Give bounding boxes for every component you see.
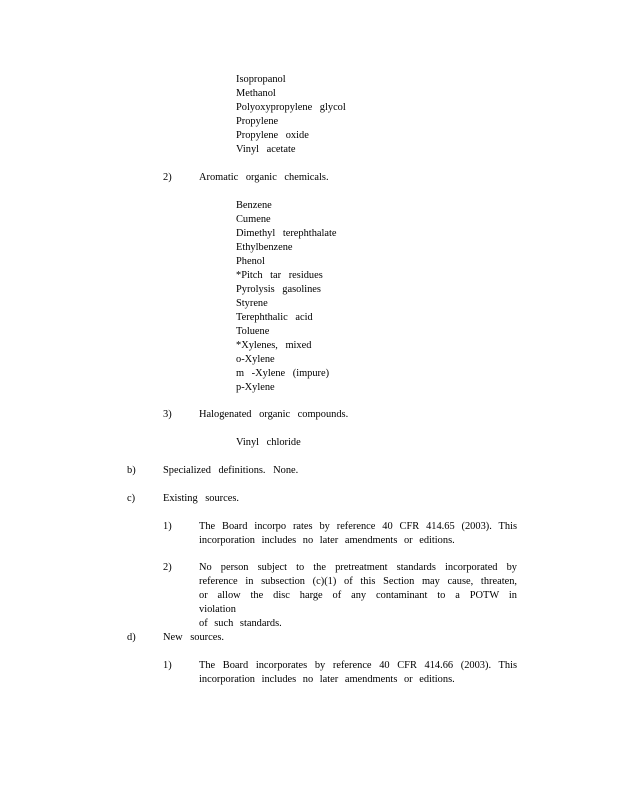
- section-d-text: New sources.: [163, 632, 224, 643]
- chemical-m-xylene: m -Xylene (impure): [236, 368, 330, 379]
- section-c-letter: c): [127, 493, 136, 504]
- paragraph-line: The Board incorpo rates by reference 40 CFR 414.65 (2003). This: [199, 521, 517, 532]
- chemical-phenol: Phenol: [236, 256, 265, 267]
- chemical-benzene: Benzene: [236, 200, 272, 211]
- chemical-polyoxypropylene-glycol: Polyoxypropylene glycol: [236, 102, 346, 113]
- section-d-1-paragraph: [199, 659, 517, 687]
- chemical-dimethyl-terephthalate: Dimethyl terephthalate: [236, 228, 337, 239]
- section-c-2-paragraph: [199, 561, 517, 631]
- paragraph-line: reference in subsection (c)(1) of this Section may cause, threaten,: [199, 576, 517, 587]
- section-c-1-paragraph: [199, 520, 517, 548]
- paragraph-line: incorporation includes no later amendments or editions.: [199, 674, 455, 685]
- chemical-vinyl-chloride: Vinyl chloride: [236, 437, 301, 448]
- chemical-propylene: Propylene: [236, 116, 279, 127]
- chemical-methanol: Methanol: [236, 88, 276, 99]
- item-3-heading: Halogenated organic compounds.: [199, 409, 349, 420]
- section-d-letter: d): [127, 632, 136, 643]
- section-b-text: Specialized definitions. None.: [163, 465, 299, 476]
- chemical-p-xylene: p-Xylene: [236, 382, 275, 393]
- chemical-toluene: Toluene: [236, 326, 270, 337]
- item-2-heading: Aromatic organic chemicals.: [199, 172, 329, 183]
- paragraph-line: The Board incorporates by reference 40 CFR 414.66 (2003). This: [199, 660, 517, 671]
- chemical-pyrolysis-gasolines: Pyrolysis gasolines: [236, 284, 321, 295]
- chemical-xylenes-mixed: *Xylenes, mixed: [236, 340, 312, 351]
- chemical-o-xylene: o-Xylene: [236, 354, 275, 365]
- chemical-vinyl-acetate: Vinyl acetate: [236, 144, 296, 155]
- chemical-cumene: Cumene: [236, 214, 271, 225]
- chemical-propylene-oxide: Propylene oxide: [236, 130, 309, 141]
- section-c-text: Existing sources.: [163, 493, 239, 504]
- chemical-styrene: Styrene: [236, 298, 268, 309]
- paragraph-line: No person subject to the pretreatment standards incorporated by: [199, 562, 517, 573]
- item-2-number: 2): [163, 172, 172, 183]
- section-d-1-number: 1): [163, 660, 172, 671]
- chemical-terephthalic-acid: Terephthalic acid: [236, 312, 313, 323]
- chemical-isopropanol: Isopropanol: [236, 74, 286, 85]
- chemical-pitch-tar-residues: *Pitch tar residues: [236, 270, 323, 281]
- paragraph-line: of such standards.: [199, 618, 282, 629]
- paragraph-line: or allow the disc harge of any contaminant to a POTW in violation: [199, 590, 517, 615]
- section-c-2-number: 2): [163, 562, 172, 573]
- item-3-number: 3): [163, 409, 172, 420]
- chemical-ethylbenzene: Ethylbenzene: [236, 242, 293, 253]
- paragraph-line: incorporation includes no later amendments or editions.: [199, 535, 455, 546]
- section-c-1-number: 1): [163, 521, 172, 532]
- section-b-letter: b): [127, 465, 136, 476]
